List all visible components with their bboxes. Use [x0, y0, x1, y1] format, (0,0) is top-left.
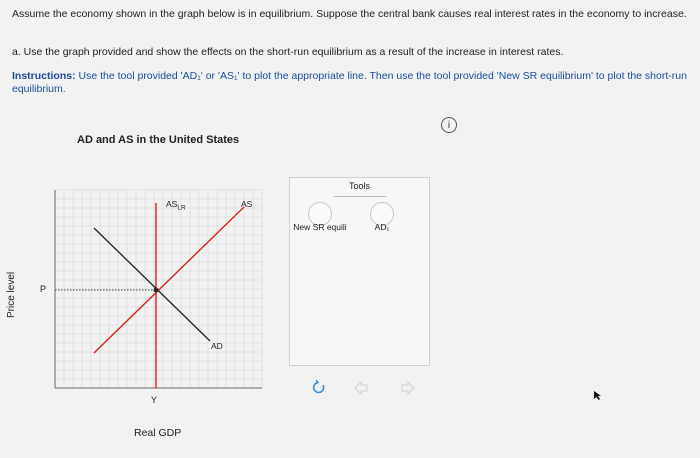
- sras-label: AS: [241, 199, 253, 209]
- redo-icon: [402, 382, 414, 394]
- new-sr-equilibrium-tool[interactable]: [290, 192, 350, 232]
- ad1-tool-label: AD₁: [374, 222, 390, 232]
- output-tick-label: Y: [151, 395, 158, 405]
- tools-title: Tools: [348, 181, 370, 191]
- ad-curve: [94, 228, 210, 341]
- instructions-text: Use the tool provided 'AD₁' or 'AS₁' to plot the appropriate line. Then use the tool provided 'New SR equilibrium' to plot the short-run equilibrium.: [12, 70, 687, 95]
- info-icon[interactable]: i: [441, 117, 457, 133]
- mouse-cursor-icon: [594, 391, 601, 400]
- ad1-tool[interactable]: [352, 192, 412, 232]
- undo-icon: [355, 382, 367, 394]
- question-intro: Assume the economy shown in the graph below is in equilibrium. Suppose the central bank causes real interest rates in the economy to increase.: [12, 8, 687, 20]
- equilibrium-point: [154, 288, 159, 293]
- reset-icon: [314, 380, 324, 392]
- price-tick-label: P: [40, 284, 47, 294]
- ad-label: AD: [211, 341, 223, 351]
- chart-title: AD and AS in the United States: [77, 134, 240, 146]
- new-sr-equilibrium-tool-label: New SR equili: [293, 222, 347, 232]
- lras-label: $AS_{LR}$: [166, 199, 186, 212]
- y-axis-label: Price level: [6, 271, 17, 318]
- instructions-label: Instructions:: [12, 70, 76, 82]
- x-axis-label: Real GDP: [134, 427, 182, 439]
- question-part-a: a. Use the graph provided and show the effects on the short-run equilibrium as a result of the increase in interest rates.: [12, 46, 564, 58]
- tools-panel: [289, 177, 430, 366]
